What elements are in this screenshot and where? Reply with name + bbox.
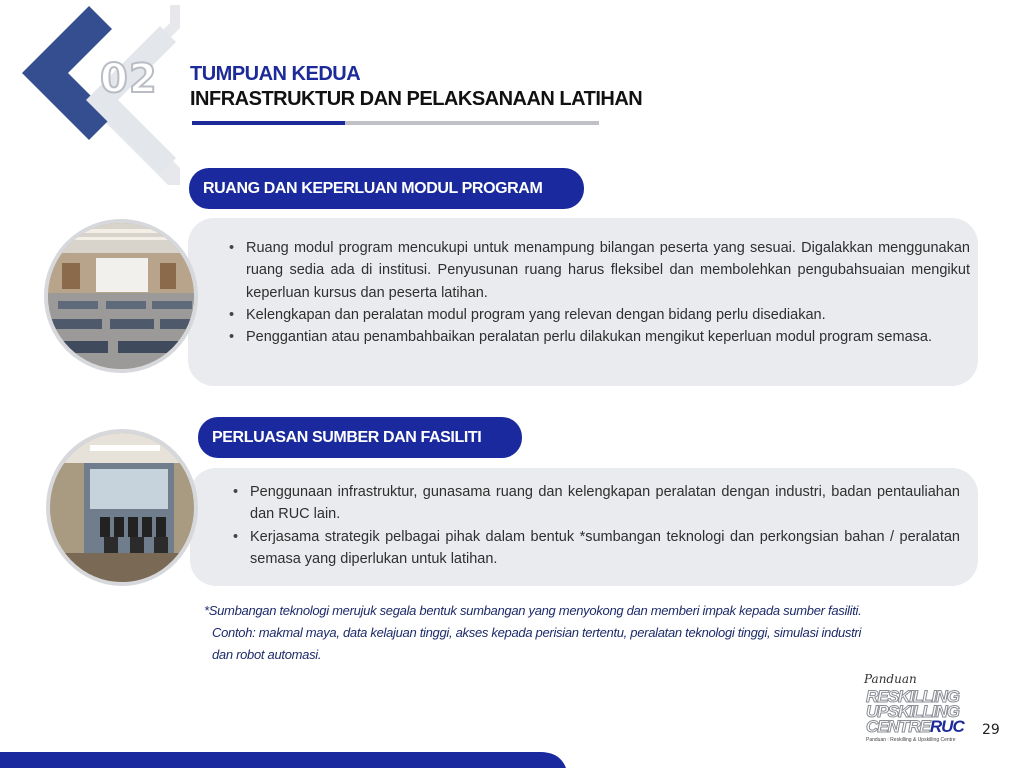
title-underline-grey <box>345 121 599 125</box>
chevron-decoration-icon <box>0 0 190 200</box>
footnote <box>204 600 974 666</box>
logo-text: UPSKILLING <box>866 702 959 721</box>
bottom-bar-decoration <box>0 752 580 768</box>
logo-script: Panduan <box>864 672 917 686</box>
title-underline-blue <box>192 121 345 125</box>
page-subtitle: INFRASTRUKTUR DAN PELAKSANAAN LATIHAN <box>190 88 643 110</box>
classroom-photo-icon <box>44 219 198 373</box>
logo-text <box>866 718 964 735</box>
page-title: TUMPUAN KEDUA <box>190 63 361 85</box>
list-item: • Penggantian atau penambahbaikan peralatan perlu dilakukan mengikut keperluan modul program semasa. <box>246 326 970 348</box>
page-number: 29 <box>982 722 1000 738</box>
section-number: 02 <box>100 56 158 102</box>
logo-tagline: Panduan : Reskilling & Upskilling Centre <box>866 737 956 743</box>
list-item: • Penggunaan infrastruktur, gunasama ruang dan kelengkapan peralatan dengan industri, badan pentauliahan dan RUC lain. <box>250 481 960 526</box>
footnote-line: *Sumbangan teknologi merujuk segala bentuk sumbangan yang menyokong dan memberi impak kepada sumber fasiliti. <box>204 603 862 618</box>
section-heading-ruang: RUANG DAN KEPERLUAN MODUL PROGRAM <box>189 168 584 209</box>
logo-text-ruc: RUC <box>929 717 964 736</box>
list-item: • Kerjasama strategik pelbagai pihak dalam bentuk *sumbangan teknologi dan perkongsian bahan / peralatan semasa yang diperlukan untuk latihan. <box>250 526 960 571</box>
footnote-line: Contoh: makmal maya, data kelajuan tinggi, akses kepada perisian tertentu, peralatan teknologi tinggi, simulasi industri <box>212 625 862 640</box>
list-item: • Kelengkapan dan peralatan modul program yang relevan dengan bidang perlu disediakan. <box>246 304 970 326</box>
list-item: • Ruang modul program mencukupi untuk menampung bilangan peserta yang sesuai. Digalakkan menggunakan ruang sedia ada di institusi. Penyusunan ruang harus fleksibel dan membolehkan pengubahsuaian mengikut keperluan kursus dan peserta latihan. <box>246 237 970 304</box>
logo-text-centre: CENTRE <box>866 717 930 736</box>
footnote-line: dan robot automasi. <box>212 647 322 662</box>
logo-text: RESKILLING <box>866 687 959 706</box>
computer-lab-photo-icon <box>46 429 198 586</box>
section-card-ruang <box>188 218 978 386</box>
section-heading-perluasan: PERLUASAN SUMBER DAN FASILITI <box>198 417 522 458</box>
bullet-list-perluasan <box>230 481 960 570</box>
section-card-perluasan <box>190 468 978 586</box>
bullet-list-ruang <box>226 237 970 348</box>
